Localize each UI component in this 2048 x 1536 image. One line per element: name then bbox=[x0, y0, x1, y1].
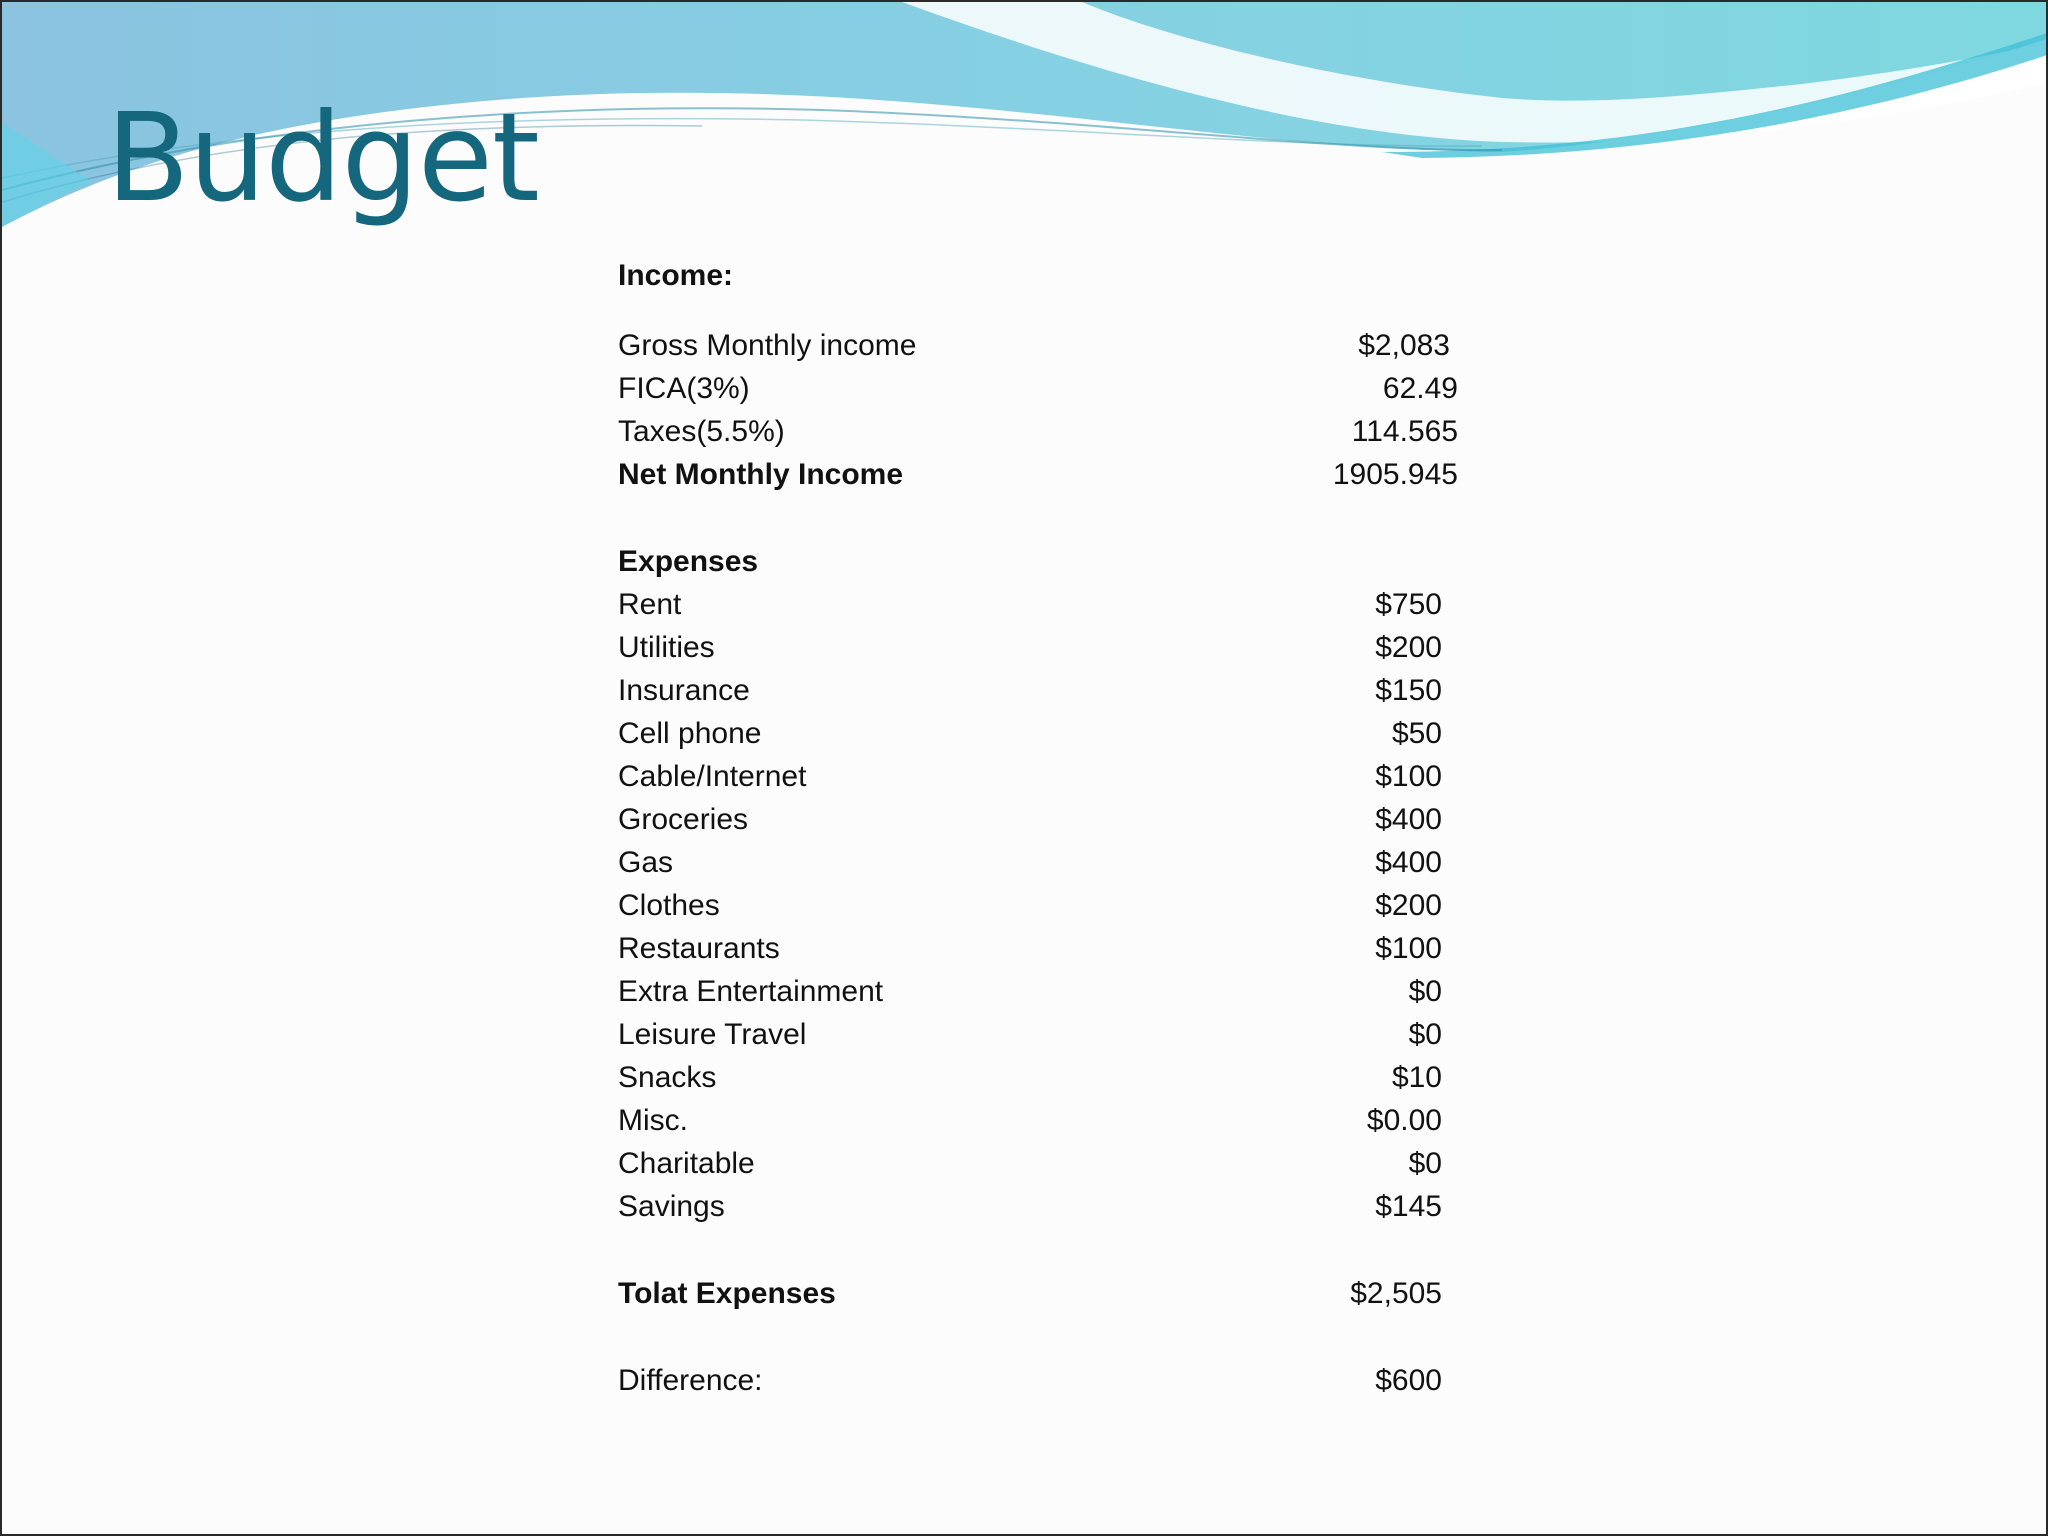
expense-label: Extra Entertainment bbox=[618, 975, 884, 1008]
net-income-label: Net Monthly Income bbox=[618, 458, 904, 491]
net-income-value: 1905.945 bbox=[1332, 458, 1458, 491]
expense-row bbox=[618, 1099, 1458, 1142]
expense-value: $10 bbox=[1391, 1061, 1442, 1094]
expense-label: Gas bbox=[618, 846, 674, 879]
expense-value: $0 bbox=[1408, 1018, 1442, 1051]
expense-row bbox=[618, 1013, 1458, 1056]
expense-row bbox=[618, 1056, 1458, 1099]
expense-row bbox=[618, 583, 1458, 626]
total-expenses-label: Tolat Expenses bbox=[618, 1277, 836, 1310]
income-value: 114.565 bbox=[1351, 415, 1458, 448]
net-income-row bbox=[618, 453, 1458, 496]
income-value: $2,083 bbox=[1358, 329, 1450, 362]
expense-label: Leisure Travel bbox=[618, 1018, 807, 1051]
expense-row bbox=[618, 1185, 1458, 1228]
expenses-heading-row bbox=[618, 540, 1458, 583]
total-expenses-row bbox=[618, 1272, 1458, 1315]
expense-value: $400 bbox=[1375, 846, 1442, 879]
expense-label: Clothes bbox=[618, 889, 720, 922]
expense-row bbox=[618, 927, 1458, 970]
income-value: 62.49 bbox=[1382, 372, 1458, 405]
expense-value: $400 bbox=[1375, 803, 1442, 836]
expense-row bbox=[618, 626, 1458, 669]
expense-value: $0.00 bbox=[1366, 1104, 1442, 1137]
income-row bbox=[618, 410, 1458, 453]
expense-label: Cable/Internet bbox=[618, 760, 807, 793]
difference-row bbox=[618, 1359, 1458, 1402]
expense-value: $50 bbox=[1391, 717, 1442, 750]
expense-label: Cell phone bbox=[618, 717, 762, 750]
expense-label: Restaurants bbox=[618, 932, 780, 965]
expense-value: $100 bbox=[1375, 932, 1442, 965]
expense-label: Misc. bbox=[618, 1104, 688, 1137]
slide-title: Budget bbox=[106, 87, 539, 229]
expense-label: Insurance bbox=[618, 674, 750, 707]
expense-row bbox=[618, 1142, 1458, 1185]
expense-label: Savings bbox=[618, 1190, 725, 1223]
income-row bbox=[618, 367, 1458, 410]
expense-value: $0 bbox=[1408, 1147, 1442, 1180]
expense-row bbox=[618, 884, 1458, 927]
income-heading-row bbox=[618, 254, 1458, 297]
expense-label: Snacks bbox=[618, 1061, 717, 1094]
income-heading: Income: bbox=[618, 259, 734, 292]
expense-row bbox=[618, 841, 1458, 884]
expense-row bbox=[618, 798, 1458, 841]
expense-value: $145 bbox=[1375, 1190, 1442, 1223]
difference-label: Difference: bbox=[618, 1364, 763, 1397]
expense-row bbox=[618, 755, 1458, 798]
expense-row bbox=[618, 712, 1458, 755]
budget-table bbox=[618, 2, 1458, 1536]
difference-value: $600 bbox=[1375, 1364, 1442, 1397]
expense-value: $750 bbox=[1375, 588, 1442, 621]
expense-label: Rent bbox=[618, 588, 682, 621]
income-row bbox=[618, 324, 1458, 367]
income-label: FICA(3%) bbox=[618, 372, 750, 405]
expense-label: Utilities bbox=[618, 631, 715, 664]
expense-value: $200 bbox=[1375, 631, 1442, 664]
income-label: Taxes(5.5%) bbox=[618, 415, 785, 448]
expense-row bbox=[618, 970, 1458, 1013]
expense-value: $100 bbox=[1375, 760, 1442, 793]
total-expenses-value: $2,505 bbox=[1350, 1277, 1442, 1310]
income-label: Gross Monthly income bbox=[618, 329, 917, 362]
expense-label: Groceries bbox=[618, 803, 749, 836]
expenses-heading: Expenses bbox=[618, 545, 759, 578]
expense-value: $150 bbox=[1375, 674, 1442, 707]
expense-value: $200 bbox=[1375, 889, 1442, 922]
expense-row bbox=[618, 669, 1458, 712]
expense-value: $0 bbox=[1408, 975, 1442, 1008]
expense-label: Charitable bbox=[618, 1147, 755, 1180]
